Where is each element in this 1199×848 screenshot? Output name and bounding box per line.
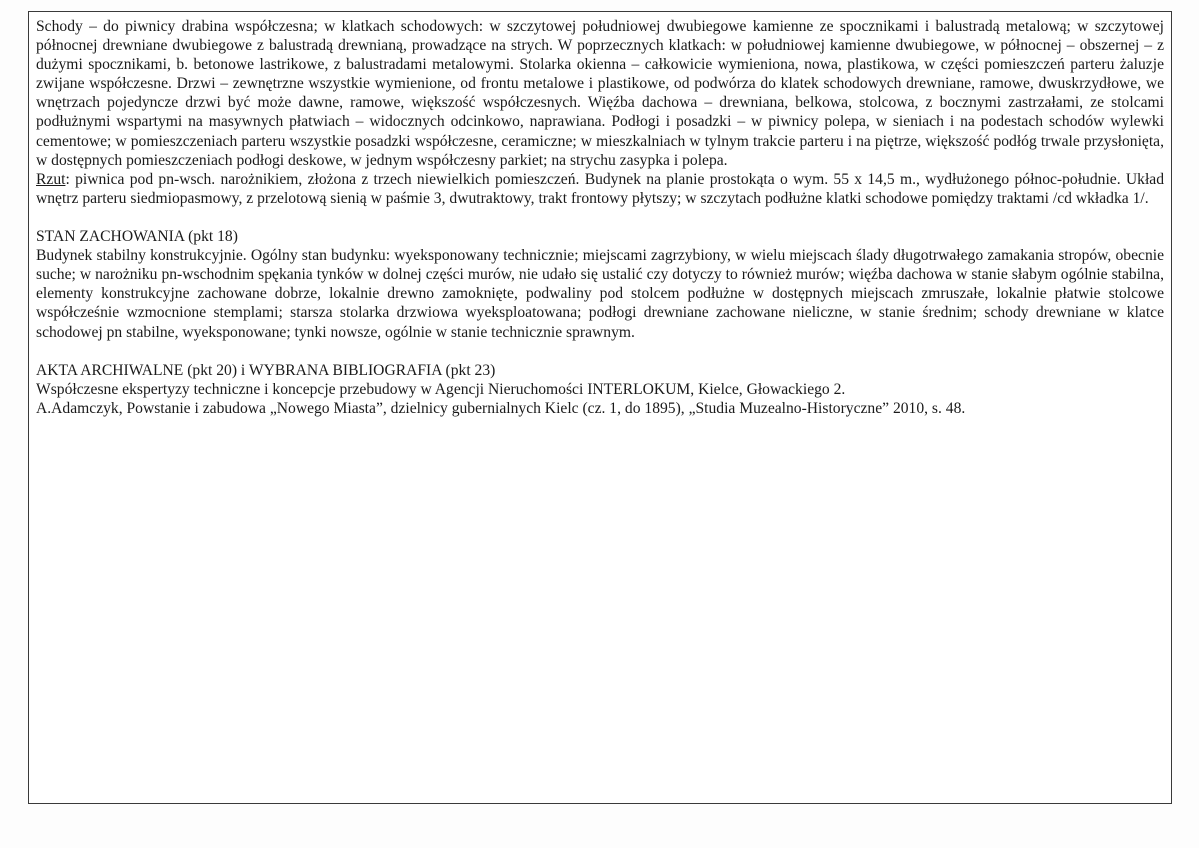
document-content bbox=[36, 17, 1164, 418]
akta-heading: AKTA ARCHIWALNE (pkt 20) i WYBRANA BIBLIOGRAFIA (pkt 23) bbox=[36, 361, 496, 379]
rzut-label: Rzut bbox=[36, 170, 66, 188]
spacer bbox=[36, 208, 1164, 227]
rzut-paragraph bbox=[36, 170, 1164, 208]
rzut-text: : piwnica pod pn-wsch. narożnikiem, złożona z trzech niewielkich pomieszczeń. Budynek na planie prostokąta o wym. 55 x 14,5 m., wydłużonego północ-południe. Układ wnętrz parteru siedmiopasmowy, z przelotową sienią w paśmie 3, dwutraktowy, trakt frontowy płytszy; w szczytach podłużne klatki schodowe pomiędzy traktami /cd wkładka 1/. bbox=[36, 170, 1164, 207]
document-frame bbox=[28, 11, 1172, 804]
stan-zachowania-heading: STAN ZACHOWANIA (pkt 18) bbox=[36, 228, 238, 246]
akta-entry-2: A.Adamczyk, Powstanie i zabudowa „Nowego Miasta”, dzielnicy gubernialnych Kielc (cz. 1, do 1895), „Studia Muzealno-Historyczne” 2010, s. 48. bbox=[36, 399, 966, 417]
spacer bbox=[36, 342, 1164, 361]
stan-zachowania-text: Budynek stabilny konstrukcyjnie. Ogólny stan budynku: wyeksponowany technicznie; miejscami zagrzybiony, w wielu miejscach ślady długotrwałego zamakania stropów, obecnie suche; w narożniku pn-wschodnim spękania tynków w dolnej części murów, nie udało się ustalić czy dotyczy to również murów; więźba dachowa w stanie słabym ogólnie stabilna, elementy konstrukcyjne zachowane dobrze, lokalnie drewno zamoknięte, podwaliny pod stolcem podłużne w dostępnych miejscach zmruszałe, lokalnie płatwie stolcowe współcześnie wzmocnione stemplami; starsza stolarka drzwiowa wyeksploatowana; podłogi drewniane zachowane nieliczne, w stanie średnim; schody drewniane w klatce schodowej pn stabilne, wyeksponowane; tynki nowsze, ogólnie w stanie technicznie sprawnym. bbox=[36, 247, 1164, 341]
akta-entry-1: Współczesne ekspertyzy techniczne i koncepcje przebudowy w Agencji Nieruchomości INTERLOKUM, Kielce, Głowackiego 2. bbox=[36, 380, 846, 398]
description-paragraph: Schody – do piwnicy drabina współczesna; w klatkach schodowych: w szczytowej południowej dwubiegowe kamienne ze spocznikami i balustradą metalową; w szczytowej północnej drewniane dwubiegowe z balustradą drewnianą, prowadzące na strych. W poprzecznych klatkach: w południowej kamienne dwubiegowe, w północnej – obszernej – z dużymi spocznikami, b. betonowe lastrikowe, z balustradami metalowymi. Stolarka okienna – całkowicie wymieniona, nowa, plastikowa, w części pomieszczeń parteru żaluzje zwijane współczesne. Drzwi – zewnętrzne wszystkie wymienione, od frontu metalowe i plastikowe, od podwórza do klatek schodowych drewniane, ramowe, dwuskrzydłowe, we wnętrzach pojedyncze drzwi być może dawne, ramowe, większość współczesnych. Więźba dachowa – drewniana, belkowa, stolcowa, z bocznymi zastrzałami, ze stolcami podłużnymi wspartymi na masywnych płatwiach – widocznych odcinkowo, naprawiana. Podłogi i posadzki – w piwnicy polepa, w sieniach i na podestach schodów wylewki cementowe; w pomieszczeniach parteru wszystkie posadzki współczesne, ceramiczne; w mieszkalniach w tylnym trakcie parteru i na piętrze, większość podłóg trwale przysłonięta, w dostępnych pomieszczeniach podłogi deskowe, w jednym współczesny parkiet; na strychu zasypka i polepa. bbox=[36, 18, 1164, 169]
